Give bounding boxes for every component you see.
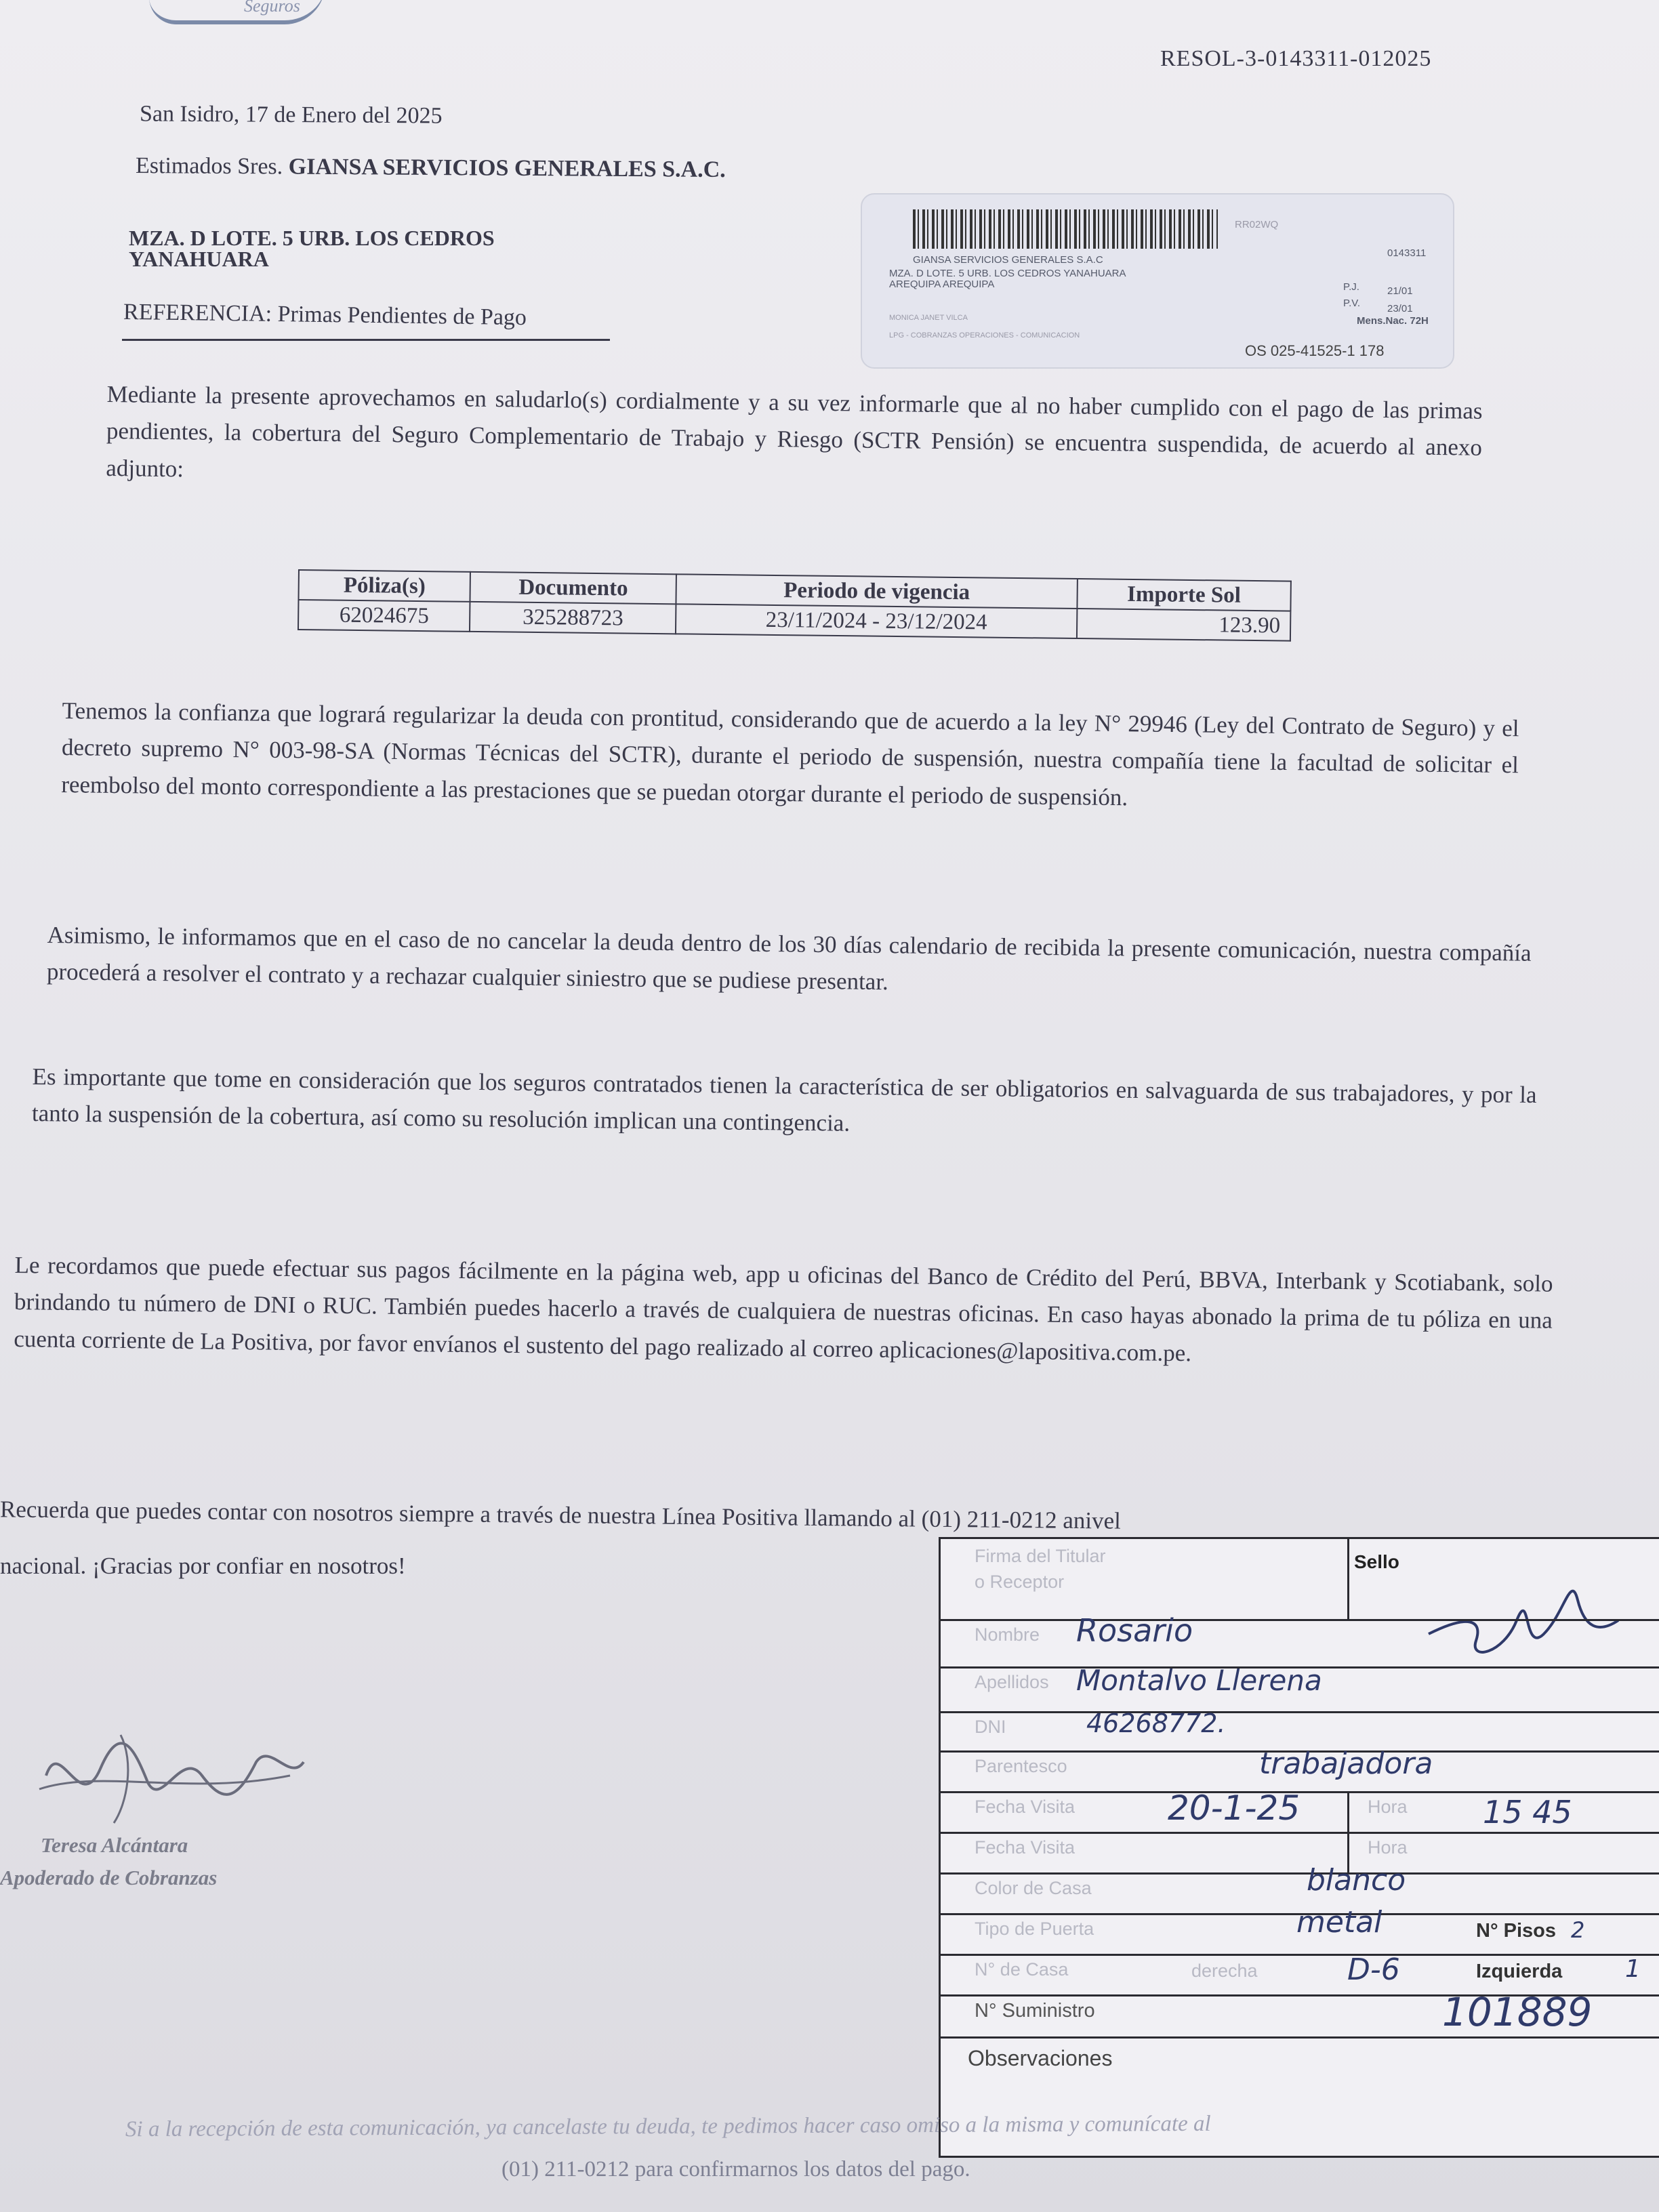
hand-color: blanco: [1307, 1863, 1406, 1898]
label-casa: N° de Casa: [975, 1959, 1069, 1980]
label-fecha-visita-2: Fecha Visita: [975, 1837, 1076, 1858]
hand-apellidos: Montalvo Llerena: [1076, 1664, 1322, 1697]
paragraph-pagos: Le recordamos que puede efectuar sus pagos fácilmente en la página web, app u oficinas del Banco de Crédito del Perú, BBVA, Interbank y Scotiabank, solo brindando tu número de DNI o RUC. También puedes hacerlo a través de cualquiera de nuestras oficinas. En caso hayas abonado la prima de tu póliza en una cuenta corriente de La Positiva, por favor envíanos el sustento del pago realizado al correo aplicaciones@lapositiva.com.pe.: [14, 1251, 1553, 1366]
row-line: [941, 1872, 1659, 1875]
label-address-2: AREQUIPA AREQUIPA: [889, 279, 995, 290]
footer-line-2: (01) 211-0212 para confirmarnos los datos del pago.: [501, 2157, 970, 2182]
closing-line-2: nacional. ¡Gracias por confiar en nosotros!: [0, 1553, 406, 1579]
label-tipo-puerta: Tipo de Puerta: [975, 1919, 1094, 1939]
hand-izquierda: 1: [1625, 1955, 1641, 1983]
paragraph-ley: Tenemos la confianza que logrará regularizar la deuda con prontitud, considerando que de acuerdo a la ley N° 29946 (Ley del Contrato de Seguro) y el decreto supremo N° 003-98-SA (Normas Técnicas del SCTR), durante el periodo de suspensión, nuestra compañía tiene la facultad de solicitar el reembolso del monto correspondiente a las prestaciones que se puedan otorgar durante el periodo de suspensión.: [61, 697, 1519, 811]
label-derecha: derecha: [1191, 1961, 1258, 1981]
hand-fecha: 20-1-25: [1168, 1788, 1300, 1828]
label-number: 0143311: [1387, 247, 1427, 259]
paragraph-importancia: Es importante que tome en consideración que los seguros contratados tienen la característica de ser obligatorios en salvaguarda de sus trabajadores, y por la tanto la suspensión de la cobertura, así como su resolución implican una contingencia.: [31, 1063, 1537, 1136]
greeting-prefix: Estimados Sres.: [135, 152, 283, 180]
hora-divider: [1347, 1791, 1349, 1872]
hand-nombre: Rosario: [1076, 1612, 1193, 1649]
row-line: [941, 1619, 1659, 1621]
label-pv-date: 23/01: [1387, 303, 1413, 314]
hand-pisos: 2: [1571, 1917, 1585, 1943]
label-fecha-visita: Fecha Visita: [975, 1797, 1076, 1817]
date-line: San Isidro, 17 de Enero del 2025: [139, 101, 443, 129]
hand-suministro: 101889: [1442, 1989, 1593, 2035]
cell-poliza: 62024675: [298, 600, 470, 632]
signatory-role: Apoderado de Cobranzas: [0, 1866, 218, 1889]
label-sello: Sello: [1354, 1551, 1399, 1572]
label-os: OS 025-41525-1 178: [1245, 342, 1385, 359]
cell-importe: 123.90: [1077, 609, 1291, 641]
premium-table: [298, 569, 1292, 642]
hand-dni: 46268772.: [1086, 1708, 1226, 1738]
label-contact: MONICA JANET VILCA: [889, 314, 968, 322]
label-nombre: Nombre: [975, 1624, 1040, 1645]
label-pj-date: 21/01: [1387, 285, 1413, 297]
reference-line: REFERENCIA: Primas Pendientes de Pago: [123, 299, 527, 331]
receipt-form: [939, 1537, 1659, 2158]
row-line: [941, 2036, 1659, 2039]
label-observaciones: Observaciones: [968, 2046, 1113, 2070]
label-pisos: N° Pisos: [1476, 1920, 1556, 1942]
hand-hora: 15 45: [1483, 1794, 1572, 1830]
label-receptor: o Receptor: [975, 1572, 1065, 1592]
row-line: [941, 1954, 1659, 1956]
greeting: [136, 152, 726, 184]
address-line-2: YANAHUARA: [129, 247, 269, 271]
mailing-label: [861, 193, 1454, 369]
logo-text: Seguros: [244, 0, 300, 16]
paragraph-plazo: Asimismo, le informamos que en el caso de no cancelar la deuda dentro de los 30 días calendario de recibida la presente comunicación, nuestra compañía procederá a resolver el contrato y a rechazar cualquier siniestro que se pudiese presentar.: [46, 921, 1532, 996]
label-color-casa: Color de Casa: [975, 1878, 1092, 1898]
label-izquierda: Izquierda: [1476, 1961, 1563, 1982]
resolution-code: RESOL-3-0143311-012025: [1160, 46, 1432, 71]
label-hora: Hora: [1368, 1797, 1408, 1817]
label-pj: P.J.: [1343, 281, 1359, 293]
intro-paragraph: Mediante la presente aprovechamos en saludarlo(s) cordialmente y a su vez informarle que al no haber cumplido con el pago de las primas pendientes, la cobertura del Seguro Complementario de Trabajo y Riesgo (SCTR Pensión) se encuentra suspendida, de acuerdo al anexo adjunto:: [106, 380, 1483, 482]
company-name: GIANSA SERVICIOS GENERALES S.A.C.: [288, 154, 726, 183]
label-pv: P.V.: [1343, 298, 1361, 309]
cell-periodo: 23/11/2024 - 23/12/2024: [676, 604, 1077, 638]
header-documento: Documento: [470, 572, 677, 604]
label-address-1: MZA. D LOTE. 5 URB. LOS CEDROS YANAHUARA: [889, 268, 1126, 279]
sello-divider: [1347, 1539, 1349, 1619]
label-dni: DNI: [975, 1717, 1006, 1737]
signature-image: [19, 1721, 317, 1830]
label-code: RR02WQ: [1235, 219, 1279, 230]
label-firma: Firma del Titular: [975, 1546, 1106, 1566]
label-dept: LPG - COBRANZAS OPERACIONES - COMUNICACION: [889, 331, 1080, 340]
signatory-name: Teresa Alcántara: [41, 1833, 188, 1857]
label-mens: Mens.Nac. 72H: [1357, 315, 1429, 327]
address-line-1: MZA. D LOTE. 5 URB. LOS CEDROS: [129, 226, 495, 250]
label-parentesco: Parentesco: [975, 1756, 1067, 1776]
hand-casa: D-6: [1347, 1952, 1400, 1987]
cell-documento: 325288723: [470, 602, 676, 634]
header-poliza: Póliza(s): [298, 570, 470, 602]
barcode: [913, 209, 1218, 249]
stamp-signature: [1415, 1559, 1632, 1675]
row-line: [941, 1711, 1659, 1713]
row-line: [941, 1832, 1659, 1834]
footer-line-1: Si a la recepción de esta comunicación, ya cancelaste tu deuda, te pedimos hacer caso omiso a la misma y comunícate al: [125, 2111, 1211, 2142]
label-suministro: N° Suministro: [975, 2000, 1095, 2022]
header-importe: Importe Sol: [1077, 579, 1291, 611]
label-company: GIANSA SERVICIOS GENERALES S.A.C: [913, 254, 1103, 266]
hand-tipo: metal: [1296, 1905, 1382, 1940]
closing-line-1: Recuerda que puedes contar con nosotros siempre a través de nuestra Línea Positiva llamando al (01) 211-0212 anivel: [0, 1496, 1122, 1534]
label-hora-2: Hora: [1368, 1837, 1408, 1858]
label-apellidos: Apellidos: [975, 1672, 1049, 1692]
header-periodo: Periodo de vigencia: [676, 574, 1078, 609]
hand-parentesco: trabajadora: [1259, 1746, 1433, 1781]
reference-underline: [122, 339, 610, 341]
